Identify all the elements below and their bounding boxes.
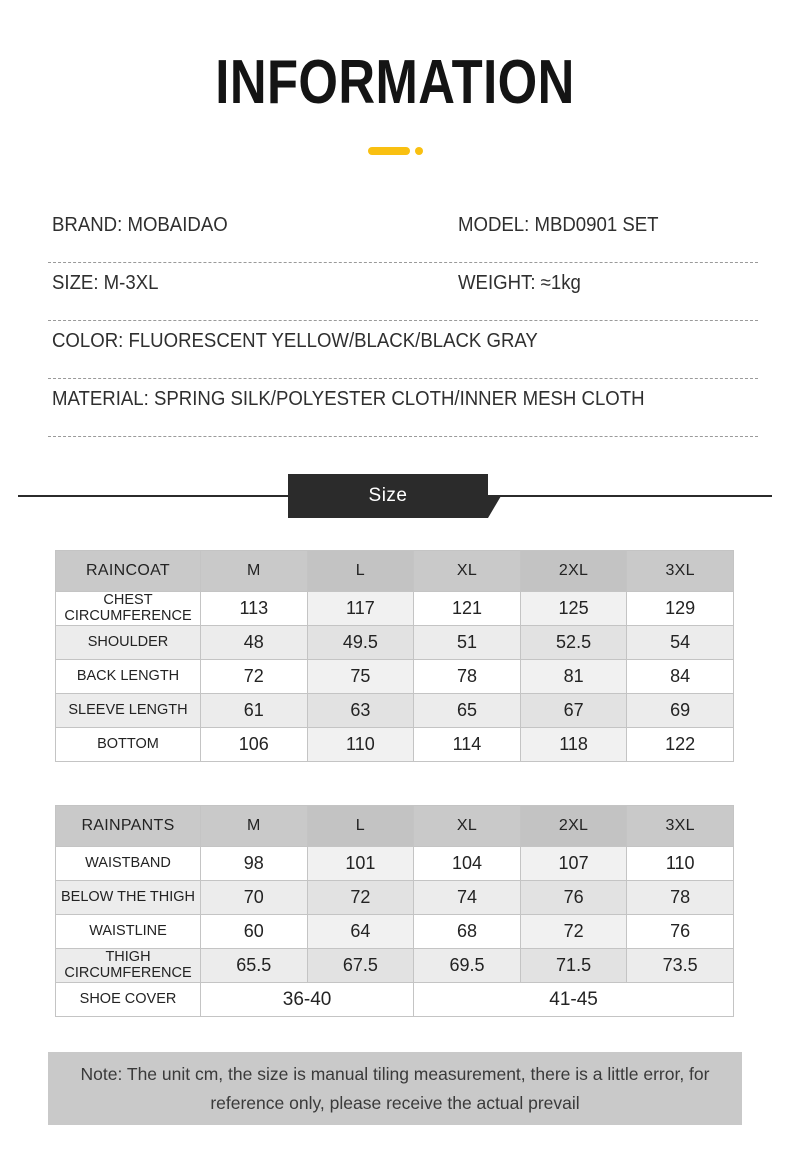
table-row: [56, 847, 734, 881]
row-label: [56, 949, 201, 983]
table-row: [56, 592, 734, 626]
table-cell: 67: [520, 694, 627, 728]
table-cell: 60: [201, 915, 308, 949]
table-cell: 121: [414, 592, 521, 626]
table-row: [56, 881, 734, 915]
table-header-cell: RAINPANTS: [56, 806, 201, 847]
note-banner: [48, 1052, 742, 1125]
divider-bar: [368, 147, 410, 155]
table-cell: 118: [520, 728, 627, 762]
page-header: [0, 48, 790, 117]
table-cell: 72: [520, 915, 627, 949]
table-cell: 61: [201, 694, 308, 728]
table-header-cell: M: [201, 806, 308, 847]
page-title: INFORMATION: [215, 48, 575, 117]
table-cell: 78: [627, 881, 734, 915]
info-size: SIZE: M-3XL: [52, 272, 159, 294]
table-header-cell: L: [307, 806, 414, 847]
table-cell: 106: [201, 728, 308, 762]
table-cell: 74: [414, 881, 521, 915]
table-cell: 81: [520, 660, 627, 694]
table-cell: 125: [520, 592, 627, 626]
table-cell: 117: [307, 592, 414, 626]
row-label: WAISTBAND: [56, 847, 201, 881]
banner-tab-tail: [488, 496, 501, 518]
info-model: MODEL: MBD0901 SET: [458, 214, 659, 236]
table-cell: 78: [414, 660, 521, 694]
row-label-line1: THIGH: [105, 949, 151, 966]
row-label: BOTTOM: [56, 728, 201, 762]
table-cell: 75: [307, 660, 414, 694]
table-cell: 76: [627, 915, 734, 949]
row-label: [56, 592, 201, 626]
row-label: BACK LENGTH: [56, 660, 201, 694]
table-cell: 68: [414, 915, 521, 949]
table-cell: 84: [627, 660, 734, 694]
info-color: COLOR: FLUORESCENT YELLOW/BLACK/BLACK GRAY: [52, 330, 538, 352]
row-label: SLEEVE LENGTH: [56, 694, 201, 728]
size-table-rainpants: [55, 805, 734, 1017]
table-cell: 113: [201, 592, 308, 626]
table-cell: 72: [307, 881, 414, 915]
table-row: [56, 915, 734, 949]
table-cell-merged: 36-40: [201, 983, 414, 1017]
table-cell: 129: [627, 592, 734, 626]
table-row-shoe-cover: [56, 983, 734, 1017]
table-cell: 63: [307, 694, 414, 728]
row-label: BELOW THE THIGH: [56, 881, 201, 915]
note-text: Note: The unit cm, the size is manual tiling measurement, there is a little error, for reference only, please receive the actual prevail: [80, 1064, 710, 1113]
table-cell: 72: [201, 660, 308, 694]
title-divider: [0, 144, 790, 158]
table-header-row: [56, 551, 734, 592]
table-cell-merged: 41-45: [414, 983, 734, 1017]
table-cell: 76: [520, 881, 627, 915]
table-cell: 110: [627, 847, 734, 881]
table-row: [56, 626, 734, 660]
table-header-cell: RAINCOAT: [56, 551, 201, 592]
info-row: [48, 205, 758, 263]
info-weight: WEIGHT: ≈1kg: [458, 272, 581, 294]
table-header-row: [56, 806, 734, 847]
table-cell: 51: [414, 626, 521, 660]
table-cell: 49.5: [307, 626, 414, 660]
table-header-cell: 3XL: [627, 806, 734, 847]
table-cell: 67.5: [307, 949, 414, 983]
size-table-raincoat: [55, 550, 734, 762]
table-cell: 73.5: [627, 949, 734, 983]
table-cell: 98: [201, 847, 308, 881]
table-header-cell: 2XL: [520, 551, 627, 592]
table-cell: 69: [627, 694, 734, 728]
table-cell: 54: [627, 626, 734, 660]
table-cell: 107: [520, 847, 627, 881]
table-cell: 122: [627, 728, 734, 762]
product-info-list: [48, 205, 758, 437]
table-header-cell: 2XL: [520, 806, 627, 847]
row-label-line2: CIRCUMFERENCE: [64, 607, 192, 624]
banner-tab: [288, 474, 488, 518]
table-header-cell: XL: [414, 806, 521, 847]
row-label-line2: CIRCUMFERENCE: [64, 964, 192, 981]
table-header-cell: M: [201, 551, 308, 592]
row-label-line1: CHEST: [103, 592, 153, 609]
table-cell: 65: [414, 694, 521, 728]
row-label: SHOE COVER: [56, 983, 201, 1017]
info-row: [48, 379, 758, 437]
info-brand: BRAND: MOBAIDAO: [52, 214, 228, 236]
table-cell: 71.5: [520, 949, 627, 983]
table-cell: 70: [201, 881, 308, 915]
table-row: [56, 949, 734, 983]
banner-tab-label: Size: [368, 485, 408, 506]
table-cell: 110: [307, 728, 414, 762]
table-cell: 48: [201, 626, 308, 660]
row-label: SHOULDER: [56, 626, 201, 660]
row-label: WAISTLINE: [56, 915, 201, 949]
table-cell: 64: [307, 915, 414, 949]
table-cell: 69.5: [414, 949, 521, 983]
table-cell: 65.5: [201, 949, 308, 983]
table-row: [56, 660, 734, 694]
table-header-cell: 3XL: [627, 551, 734, 592]
divider-dot: [415, 147, 423, 155]
table-cell: 104: [414, 847, 521, 881]
info-material: MATERIAL: SPRING SILK/POLYESTER CLOTH/INNER MESH CLOTH: [52, 388, 645, 410]
table-cell: 114: [414, 728, 521, 762]
table-row: [56, 694, 734, 728]
info-row: [48, 321, 758, 379]
table-cell: 52.5: [520, 626, 627, 660]
size-section-banner: [0, 474, 790, 526]
table-row: [56, 728, 734, 762]
table-header-cell: XL: [414, 551, 521, 592]
info-row: [48, 263, 758, 321]
table-header-cell: L: [307, 551, 414, 592]
table-cell: 101: [307, 847, 414, 881]
